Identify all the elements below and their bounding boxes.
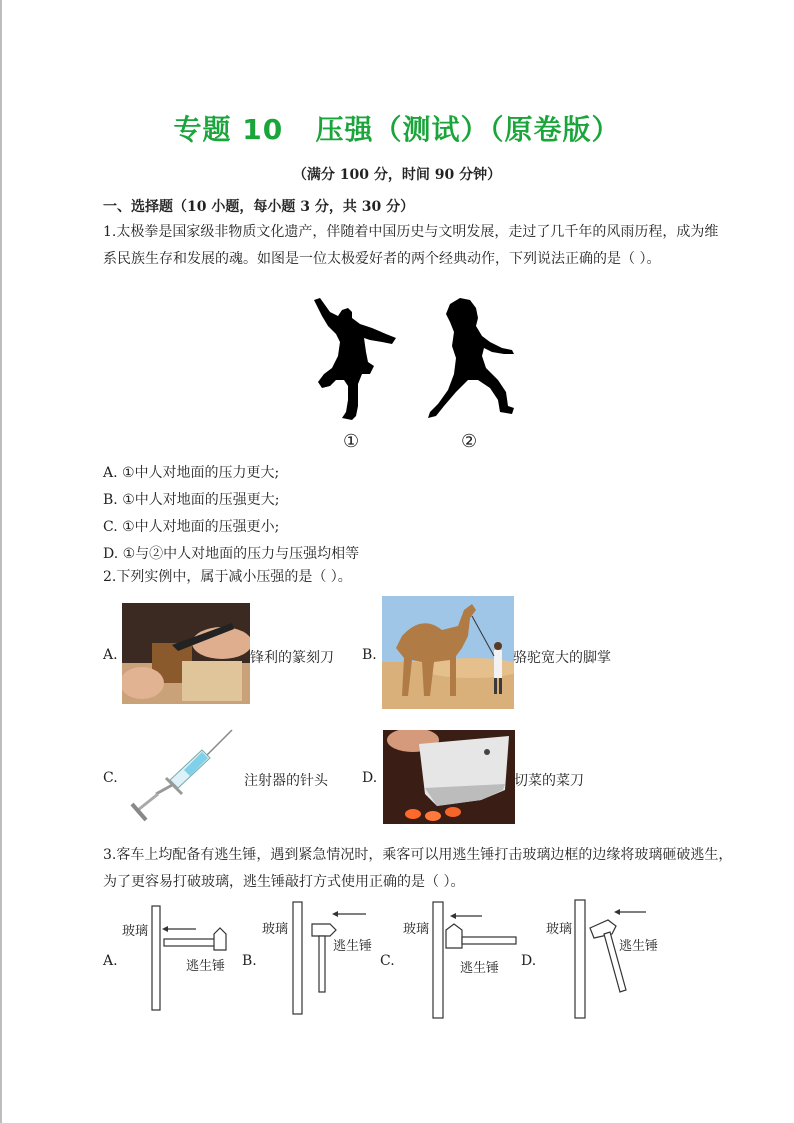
q1-option-c: C. ①中人对地面的压强更小; — [103, 519, 280, 535]
figure-1-label: ① — [343, 431, 360, 452]
carving-knife-photo — [122, 603, 250, 704]
camel-photo — [382, 596, 514, 709]
q2-option-a-text: 锋利的篆刻刀 — [250, 650, 334, 666]
page-subtitle: （满分 100 分，时间 90 分钟） — [292, 167, 502, 183]
q2-option-d-letter: D. — [362, 770, 378, 786]
diagram-a-letter: A. — [103, 953, 118, 969]
diagram-a-glass-label: 玻璃 — [122, 924, 149, 939]
diagram-a-hammer-image — [150, 900, 240, 1012]
q1-stem-line1: 1.太极拳是国家级非物质文化遗产，伴随着中国历史与文明发展，走过了几千年的风雨历程，成为维 — [103, 224, 719, 240]
section-heading: 一、选择题（10 小题，每小题 3 分，共 30 分） — [103, 199, 415, 215]
q2-option-c-letter: C. — [103, 770, 118, 786]
figure-2-label: ② — [461, 431, 478, 452]
diagram-b-glass-label: 玻璃 — [262, 922, 289, 937]
q3-stem-line1: 3.客车上均配备有逃生锤，遇到紧急情况时，乘客可以用逃生锤打击玻璃边框的边缘将玻璃砸破逃生， — [103, 847, 733, 863]
diagram-b-hammer-label: 逃生锤 — [333, 939, 373, 954]
diagram-d-hammer-image — [572, 898, 654, 1022]
diagram-d-glass-label: 玻璃 — [546, 922, 573, 937]
diagram-c-glass-label: 玻璃 — [403, 922, 430, 937]
diagram-d-letter: D. — [521, 953, 537, 969]
page-title: 专题 10 压强（测试）（原卷版） — [173, 113, 621, 146]
diagram-c-hammer-image — [430, 900, 522, 1022]
syringe-image — [126, 728, 236, 830]
diagram-a-hammer-label: 逃生锤 — [186, 959, 226, 974]
diagram-d-hammer-label: 逃生锤 — [619, 939, 659, 954]
diagram-c-letter: C. — [380, 953, 395, 969]
diagram-b-hammer-image — [290, 900, 373, 1018]
taiji-figure-1-image — [308, 296, 400, 424]
cleaver-photo — [383, 730, 515, 824]
q1-option-b: B. ①中人对地面的压强更大; — [103, 492, 280, 508]
q2-option-a-letter: A. — [103, 647, 118, 663]
q3-stem-line2: 为了更容易打破玻璃，逃生锤敲打方式使用正确的是（ ）。 — [103, 874, 465, 890]
q2-option-d-text: 切菜的菜刀 — [514, 773, 584, 789]
taiji-figure-2-image — [426, 296, 518, 424]
q2-stem: 2.下列实例中，属于减小压强的是（ ）。 — [103, 569, 352, 585]
diagram-b-letter: B. — [242, 953, 257, 969]
q2-option-b-letter: B. — [362, 647, 377, 663]
q1-option-a: A. ①中人对地面的压力更大; — [103, 465, 280, 481]
q1-stem-line2: 系民族生存和发展的魂。如图是一位太极爱好者的两个经典动作，下列说法正确的是（ ）。 — [103, 251, 661, 267]
q2-option-c-text: 注射器的针头 — [244, 773, 328, 789]
q2-option-b-text: 骆驼宽大的脚掌 — [513, 650, 611, 666]
q1-option-d: D. ①与②中人对地面的压力与压强均相等 — [103, 546, 360, 562]
diagram-c-hammer-label: 逃生锤 — [460, 961, 500, 976]
